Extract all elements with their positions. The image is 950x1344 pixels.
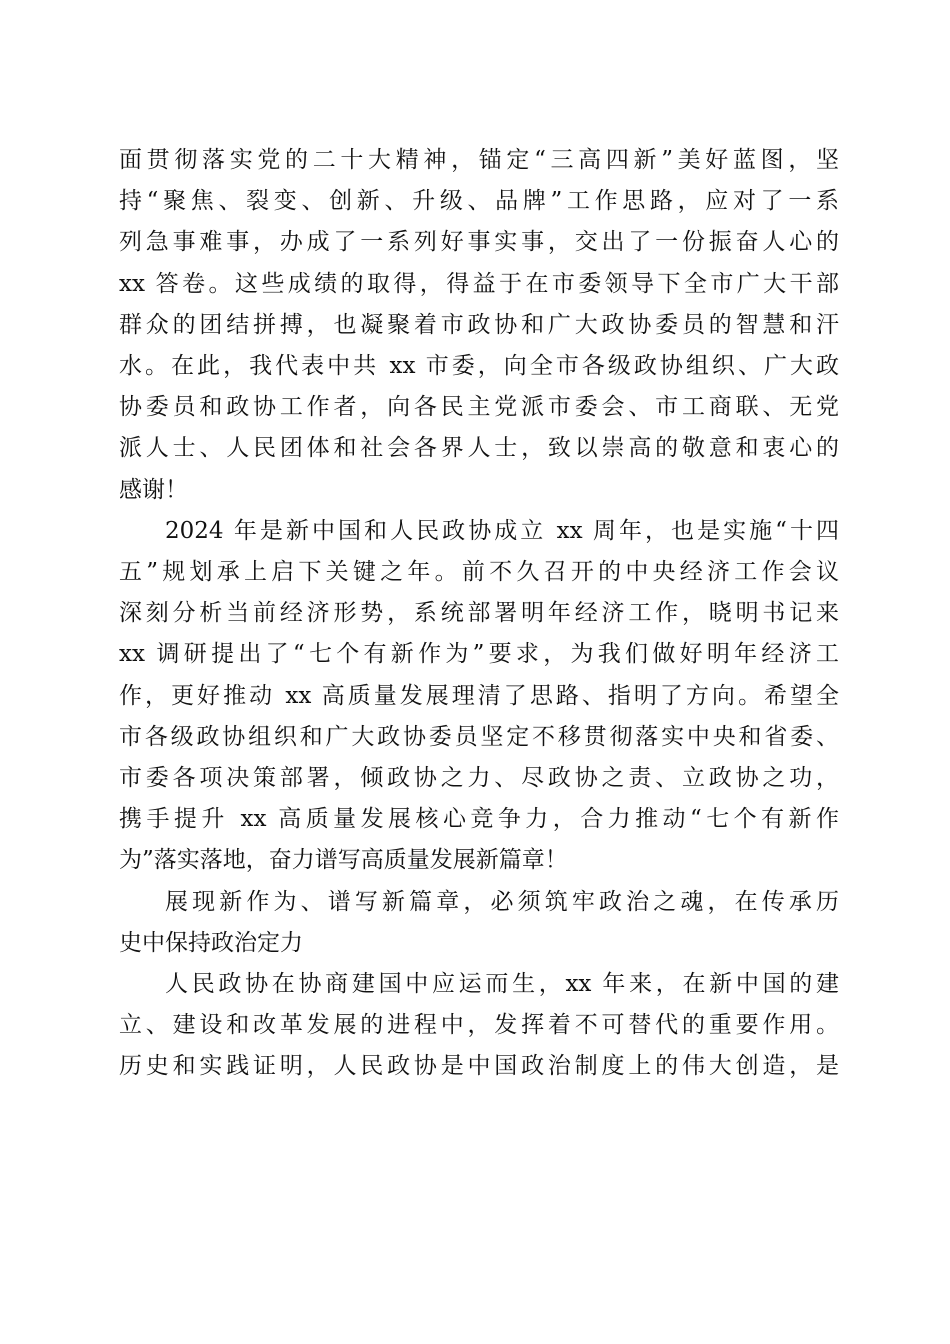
document-body	[119, 140, 839, 1088]
text-line: 五”规划承上启下关键之年。前不久召开的中央经济工作会议	[119, 559, 839, 586]
section-heading	[119, 882, 839, 964]
text-line: xx 调研提出了“七个有新作为”要求，为我们做好明年经济工	[119, 641, 839, 668]
text-line: 面贯彻落实党的二十大精神，锚定“三高四新”美好蓝图，坚	[119, 147, 839, 173]
paragraph-2024-outlook	[119, 511, 839, 882]
text-line: 列急事难事，办成了一系列好事实事，交出了一份振奋人心的	[119, 229, 839, 256]
text-line: 人民政协在协商建国中应运而生，xx 年来，在新中国的建	[165, 971, 839, 998]
text-line: 水。在此，我代表中共 xx 市委，向全市各级政协组织、广大政	[119, 353, 839, 380]
paragraph-cppcc-history	[119, 964, 839, 1088]
text-line: 市各级政协组织和广大政协委员坚定不移贯彻落实中央和省委、	[119, 723, 839, 750]
text-line: 持“聚焦、裂变、创新、升级、品牌”工作思路，应对了一系	[119, 188, 839, 215]
text-line: 携手提升 xx 高质量发展核心竞争力，合力推动“七个有新作	[119, 806, 839, 833]
text-line: 2024 年是新中国和人民政协成立 xx 周年，也是实施“十四	[165, 517, 839, 544]
text-line: 史中保持政治定力	[119, 929, 303, 956]
text-line: 立、建设和改革发展的进程中，发挥着不可替代的重要作用。	[119, 1012, 839, 1039]
text-line: 派人士、人民团体和社会各界人士，致以崇高的敬意和衷心的	[119, 435, 839, 462]
text-line: 作，更好推动 xx 高质量发展理清了思路、指明了方向。希望全	[119, 682, 839, 709]
text-line: 市委各项决策部署，倾政协之力、尽政协之责、立政协之功，	[119, 765, 839, 792]
text-line: 为”落实落地，奋力谱写高质量发展新篇章！	[119, 847, 568, 874]
text-line: 协委员和政协工作者，向各民主党派市委会、市工商联、无党	[119, 394, 839, 421]
text-line: 历史和实践证明，人民政协是中国政治制度上的伟大创造，是	[119, 1053, 839, 1080]
text-line: 感谢！	[119, 476, 188, 503]
paragraph-closing-thanks	[119, 140, 839, 511]
text-line: 深刻分析当前经济形势，系统部署明年经济工作，晓明书记来	[119, 600, 839, 627]
text-line: 群众的团结拼搏，也凝聚着市政协和广大政协委员的智慧和汗	[119, 311, 839, 338]
text-line: 展现新作为、谱写新篇章，必须筑牢政治之魂，在传承历	[165, 888, 839, 915]
text-line: xx 答卷。这些成绩的取得，得益于在市委领导下全市广大干部	[119, 270, 839, 297]
